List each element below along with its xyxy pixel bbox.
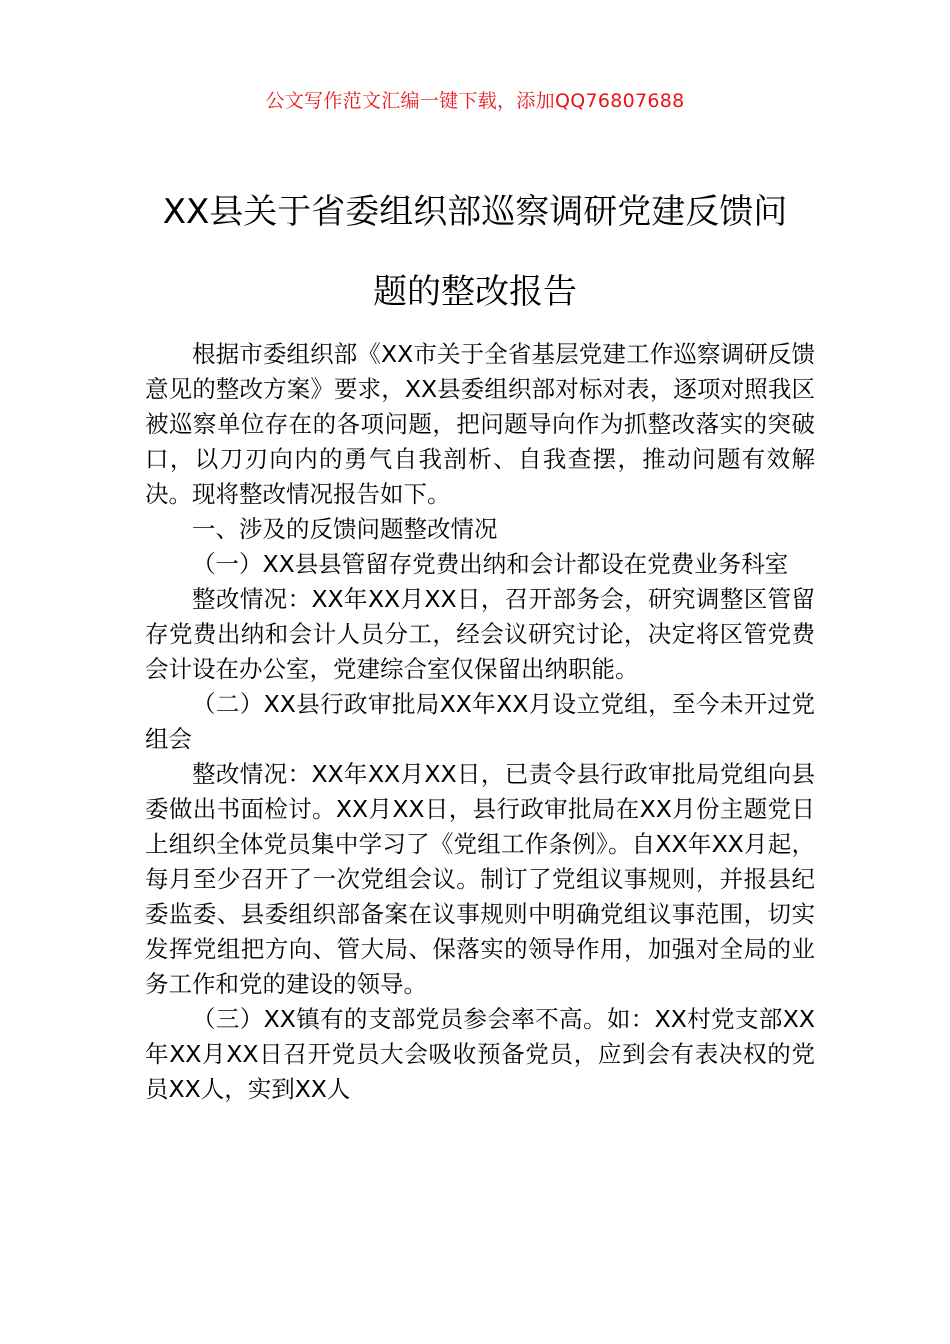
document-body xyxy=(145,337,815,1107)
document-title xyxy=(130,172,820,332)
rectification-paragraph-2: 整改情况：XX年XX月XX日，已责令县行政审批局党组向县委做出书面检讨。XX月XX日，县行政审批局在XX月份主题党日上组织全体党员集中学习了《党组工作条例》。自XX年XX月起，每月至少召开了一次党组会议。制订了党组议事规则，并报县纪委监委、县委组织部备案在议事规则中明确党组议事范围，切实发挥党组把方向、管大局、保落实的领导作用，加强对全局的业务工作和党的建设的领导。 xyxy=(145,760,815,998)
title-line-1: XX县关于省委组织部巡察调研党建反馈问 xyxy=(162,192,788,232)
issue-heading-1: （一）XX县县管留存党费出纳和会计都设在党费业务科室 xyxy=(192,550,789,578)
issue-heading-2: （二）XX县行政审批局XX年XX月设立党组，至今未开过党组会 xyxy=(145,690,815,753)
download-promo-note: 公文写作范文汇编一键下载，添加QQ76807688 xyxy=(265,90,685,112)
issue-heading-3: （三）XX镇有的支部党员参会率不高。如：XX村党支部XX年XX月XX日召开党员大会吸收预备党员，应到会有表决权的党员XX人，实到XX人 xyxy=(145,1005,815,1103)
intro-paragraph: 根据市委组织部《XX市关于全省基层党建工作巡察调研反馈意见的整改方案》要求，XX县委组织部对标对表，逐项对照我区被巡察单位存在的各项问题，把问题导向作为抓整改落实的突破口，以刀刃向内的勇气自我剖析、自我查摆，推动问题有效解决。现将整改情况报告如下。 xyxy=(145,340,815,508)
title-line-2: 题的整改报告 xyxy=(373,272,577,312)
section-heading-1: 一、涉及的反馈问题整改情况 xyxy=(192,515,498,543)
rectification-paragraph-1: 整改情况：XX年XX月XX日，召开部务会，研究调整区管留存党费出纳和会计人员分工，经会议研究讨论，决定将区管党费会计设在办公室，党建综合室仅保留出纳职能。 xyxy=(145,585,815,683)
